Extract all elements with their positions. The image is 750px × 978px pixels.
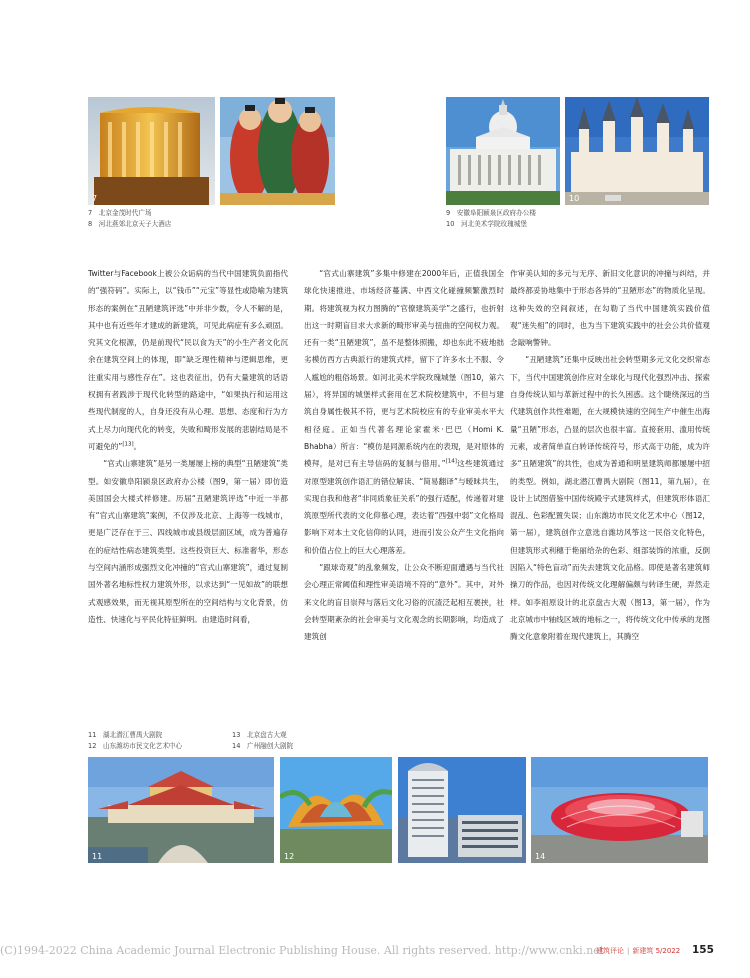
paragraph: “丑陋建筑”还集中反映出社会转型期多元文化交织常态下，当代中国建筑创作应对全球化与现代化强烈冲击、探索自身传统认知与革新过程中的长久困惑。这个睫绕深远的当代建筑创作共性难题，在大规模快速的空间生产中催生出海量“丑陋”形态，凸显的层次也很丰富。直接套用、滥用传统元素，或者简单直白转译传统符号，形式高于功能，成为许多“丑陋建筑”的共性，也成为普通和明星建筑师都屡屡中招的类型。例如，湖北潜江曹禺大剧院（图11，第九届），在设计上试图借鉴中国传统殿宇式建筑样式，但建筑形体语汇混乱、色彩配置失误；山东潍坊市民文化艺术中心（图12，第一届），建筑创作立意选自潍坊风筝这一民俗文化特色，但建筑形式利穗于艳丽给杂的色彩、细部装饰的浓重，反倒因陷入“特色盲动”而失去建筑文化品格。即使是著名建筑师操刀的作品，也因对传统文化理解偏颇与转译生硬，弄然走样。如李祖原设计的北京盘古大观（图13，第一届），作为北京城市中轴线区域的地标之一，将传统文化中传承的龙图腾文化意象附着在现代建筑上，其腾空 (510, 355, 710, 642)
photo-guangzhou-sunac-theatre (531, 757, 708, 863)
journal-section: 建筑评论 (596, 947, 624, 955)
page-number: 155 (692, 944, 714, 956)
photo-beijing-jinmao-plaza (88, 97, 215, 205)
copyright-notice: (C)1994-2022 China Academic Journal Electronic Publishing House. All rights reserved. http://www.cnki.net (0, 944, 605, 957)
photo-weifang-culture-center (280, 757, 392, 863)
paragraph: “官式山寨建筑”是另一类屡屡上榜的典型“丑陋建筑”类型。如安徽阜阳颍泉区政府办公楼（图9，第一届）即仿造美国国会大楼式样修建。历届“丑陋建筑评选”中近一半都有“官式山寨建筑”案例，不仅涉及北京、上海等一线城市，更是广泛存在于三、四线城市或县级层面区域，成为普遍存在的症结性病态建筑类型。这些投资巨大、标准奢华，形态与空间内涵形成强烈文化冲撞的“官式山寨建筑”，通过复制国外著名地标性权力建筑外形，以求达到“一见如故”的联想式观感效果，而无视其原型所在的空间结构与文化背景，仿造性、快速化与平民化特征鲜明。由建造时间看， (88, 459, 288, 624)
caption: 8 河北燕郊北京天子大酒店 (88, 220, 172, 228)
text-column-2 (304, 265, 504, 646)
caption: 14 广州融创大剧院 (232, 742, 294, 750)
page-footer (0, 944, 750, 958)
photo-number: 10 (569, 194, 580, 203)
caption-top-right (446, 208, 536, 230)
paragraph: 作审美认知的多元与无序、新旧文化意识的冲撞与纠结，并最终都妥协地集中于形态各异的“丑陋形态”的物质化呈现。这种失效的空间叙述，在勾勒了当代中国建筑实践价值观“迷失相”的同时，也为当下建筑实践中的社会公共价值观念敲响警钟。 (510, 269, 710, 348)
paragraph: Twitter与Facebook上被公众诟病的当代中国建筑负面指代的“强符码”。实际上，以“钱币”“元宝”等显性或隐喻为建筑形态的案例在“丑陋建筑评选”中并非少数，令人不解的是，其中也有近些年才建成的新建筑，可见此病症有多么顽固。究其文化根源，仍是前现代“民以食为天”的小生产者文化沉余在建筑空间上的体现，即“缺乏理性精神与逻辑思维，更注重实用与感性存在”。这也表征出，仍有大量建筑的话语权拥有者践涉于现代化转型的路途中，“如果执行和运用这些现代制度的人，自身还没有从心理、思想、态度和行为方式上尽力向现代化的转变，失败和畸形发展的悲剧结局是不可避免的”[13]。 (88, 269, 288, 451)
text-column-1 (88, 265, 288, 628)
photo-number: 7 (92, 194, 98, 203)
journal-info: 建筑评论 | 新建筑 5/2022 (596, 947, 681, 955)
caption-top-left (88, 208, 171, 230)
photo-number: 11 (92, 852, 103, 861)
caption: 13 北京盘古大观 (232, 731, 287, 739)
journal-issue: 新建筑 5/2022 (632, 947, 681, 955)
photo-pangu-plaza (398, 757, 526, 863)
caption-bottom-left (88, 730, 182, 752)
caption: 7 北京金茂时代广场 (88, 209, 152, 217)
photo-number: 12 (284, 852, 295, 861)
footnote-ref: [14] (445, 458, 457, 465)
photo-tianzi-hotel (220, 97, 335, 205)
caption: 11 湖北潜江曹禺大剧院 (88, 731, 163, 739)
footnote-ref: [13] (122, 441, 134, 448)
photo-fuyang-government-office (446, 97, 560, 205)
photo-caoyu-grand-theatre (88, 757, 274, 863)
photo-hebei-art-castle (565, 97, 709, 205)
paragraph: “跟球奇观”的乱象频发，让公众不断迎面遭遇与当代社会心理正常阈值和理性审美语境不符的“意外”。其中，对外来文化的盲目崇拜与落后文化习俗的沉渣泛起相互裹挟，社会转型期紊杂的社会审美与文化观念的长期影响，均造成了建筑创 (304, 563, 504, 642)
caption: 12 山东潍坊市民文化艺术中心 (88, 742, 183, 750)
photo-number: 14 (535, 852, 546, 861)
caption: 9 安徽阜阳颍泉区政府办公楼 (446, 209, 536, 217)
text-column-3 (510, 265, 710, 646)
caption-bottom-right (232, 730, 293, 752)
caption: 10 河北美术学院玫瑰城堡 (446, 220, 527, 228)
paragraph: “官式山寨建筑”多集中修建在2000年后，正值我国全球化快速推进、市场经济蔓满、中西文化碰撞频繁激烈时期。将建筑视为权力图腾的“官僚建筑美学”之盛行，也折射出这一时期盲目求大求新的畸形审美与扭曲的空间权力观。还有一类“丑陋建筑”，虽不是整体照搬，却也东此不疲地拙劣模仿西方古典派行的建筑式样，留下了许多水土不服、令人尴尬的粗俗场景。如河北美术学院玫瑰城堡（图10，第六届），将异国的城堡样式套用在艺术院校建筑中，不但与建筑自身属性极其不符，更与艺术院校应有的专业审美水平大相径庭。正如当代著名理论家霍米·巴巴（Homi K. Bhabha）所言：“模仿是同源系统内在的表现，是对原体的模拜，是对已有主导信码的复制与借用。”[14]这些建筑通过对原型建筑创作语汇的错位解读、“简易翻译”与暧昧共生，实现自我和他者“非同质象征关系”的强行适配，传递着对建筑原型所代表的文化仰慕心理，表达着“西强中弱”文化格局影响下对本土文化信仰的认同，进而引发公众产生文化指向和价值占位上的巨大心理落差。 (304, 269, 505, 555)
